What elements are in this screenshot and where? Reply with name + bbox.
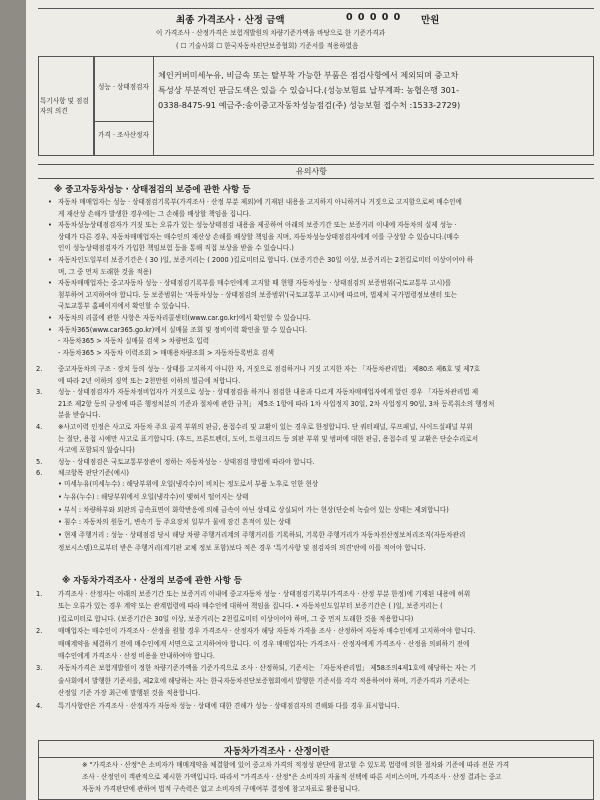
item-marker: 6. <box>36 469 43 478</box>
notice-text-line: 매매계약을 체결하기 전에 매수인에게 서면으로 고지하여야 합니다. 이 경우 매매업자는 가격조사 · 산정자에게 가격조사 · 산정을 의뢰하기 전에 <box>58 639 470 648</box>
notice-text-line: 게 재산상 손해가 발생한 경우에는 그 손해를 배상할 책임을 집니다. <box>58 209 251 218</box>
notice-text-line: 는 절단, 용접 시에만 사고로 표기합니다. (후드, 프론트펜더, 도어, 트렁크리드 등 외판 부위 및 범퍼에 대한 판금, 용접수리 및 교환은 단순수리로서 <box>58 434 479 443</box>
notice-text-line: ※사고이력 인정은 사고로 자동차 주요 골격 부위의 판금, 용접수리 및 교환이 있는 경우로 한정합니다. 단 쿼터패널, 루프패널, 사이드실패널 부위 <box>58 423 473 431</box>
notice-text-line: 자동차가격은 보험개발원이 정한 차량기준가액을 기준가격으로 조사 · 산정하되, 기준서는 「자동차관리법」 제58조의4제1호에 해당하는 자는 기 <box>58 664 477 673</box>
notice-text-line: 정보시스템)으로부터 받은 주행거리(계기판 교체 정보 포함)보다 적은 경우 '특기사항 및 점검자의 의견'란에 이를 적어야 합니다. <box>58 544 426 552</box>
item-marker: • <box>48 279 52 288</box>
notice-text-line: • 미세누유(미세누수) : 해당부위에 오일(냉각수)이 비치는 정도로서 부품 노후로 인한 현상 <box>58 480 319 488</box>
standard-selection-line: ( ☐ 기술사회 ☐ 한국자동차진단보증협회) 기준서를 적용하였음 <box>176 42 359 50</box>
inspection-document <box>26 0 600 800</box>
final-price-title: 최종 가격조사 · 산정 금액 <box>176 15 285 26</box>
item-marker: • <box>48 221 52 230</box>
inspector-opinion-line2: 특성상 부분적인 판금도색은 있을 수 있습니다.(성능보험료 납부계좌: 농협은행 301- <box>158 85 460 95</box>
notice-top-line <box>38 164 594 165</box>
notice-text-line: 21조 제2항 등의 규정에 따른 행정처분의 기준과 절차에 관한 규칙」 제5조 1항에 따라 1차 사업정지 30일, 2차 사업정지 90일, 3차 등록취소의 행정처 <box>58 399 495 408</box>
notice-bottom-line <box>38 178 594 179</box>
footer-line3: 자동차 가격판단에 관하여 법적 구속력은 없고 소비자의 구매여부 결정에 참고자료로 활용됩니다. <box>82 785 360 793</box>
notice-text-line: 성능 · 상태점검은 국토교통부장관이 정하는 자동차성능 · 상태점검 방법에 따라야 합니다. <box>58 457 315 466</box>
item-marker: 2. <box>36 365 43 373</box>
notice-text-line: 상태가 다른 경우, 자동차매매업자는 매수인의 재산상 손해를 배상할 책임을 지며, 자동차성능상태점검자에게 이를 구상할 수 있습니다.(매수 <box>58 232 460 241</box>
item-marker: 1. <box>36 590 43 598</box>
notice-text-line: 사고에 포함되지 않습니다) <box>58 446 135 455</box>
notice-text-line: 자동차 매매업자는 성능 · 상태점검기록부(가격조사 · 산정 부분 제외)에 기재된 내용을 고지하지 아니하거나 거짓으로 고지함으로써 매수인에 <box>58 198 462 206</box>
price-basis-line: 이 가격조사 · 산정가격은 보험개발원의 차량기준가액을 바탕으로 한 기준가격과 <box>156 29 386 37</box>
notice-text-line: 성능 · 상태점검자가 자동차정비업자가 거짓으로 성능 · 상태점검을 하거나 점검한 내용과 다르게 자동차매매업자에게 알린 경우 「자동차관리법 제 <box>58 388 479 397</box>
notice-text-line: 며, 그 중 먼저 도래한 것을 적용) <box>58 267 152 276</box>
price-unit: 만원 <box>421 15 440 26</box>
top-border <box>38 8 594 9</box>
item-marker: 4. <box>36 423 43 431</box>
price-assessor-label: 가격 · 조사산정자 <box>98 131 149 139</box>
notice-text-line: 산정일 기준 가장 최근에 발행된 것을 적용합니다. <box>58 689 201 698</box>
notice-text-line: 첨부하여 고지하여야 합니다. 등 보증범위는 '자동차성능 · 상태점검의 보증범위'(국토교통부 고시)에 따르며, 법제처 국가법령정보센터 또는 <box>58 290 457 299</box>
notice-text-line: • 침수 : 자동차의 원동기, 변속기 등 주요장치 일부가 물에 잠긴 흔적이 있는 상태 <box>58 518 291 527</box>
notice-text-line: )킬로미터로 합니다. (보증기간은 30일 이상, 보증거리는 2천킬로미터 이상이어야 하며, 그 중 먼저 도래한 것을 적용합니다) <box>58 614 414 623</box>
notice-text-line: • 누유(누수) : 해당부위에서 오일(냉각수)이 맺혀서 떨어지는 상태 <box>58 492 249 501</box>
performance-inspector-label: 성능 · 상태점검자 <box>98 83 149 91</box>
notice-text-line: 매매업자는 매수인이 가격조사 · 산정을 원할 경우 가격조사 · 산정자가 해당 자동차 가격을 조사 · 산정하여 자동차 매수인에게 고지하여야 합니다. <box>58 627 476 636</box>
footer-line1: ※ "가격조사 · 산정"은 소비자가 매매계약을 체결함에 있어 중고차 가격의 적정성 판단에 참고할 수 있도록 법령에 의한 절차와 기준에 따라 전문 가격 <box>82 761 510 769</box>
notice-text-line: 인이 성능상태점검자가 가입한 책임보험 등을 통해 직접 보상을 받을 수 있습니다.) <box>58 244 294 253</box>
notice-text-line: 특기사항란은 가격조사 · 산정자가 자동차 성능 · 상태에 대한 견해가 성능 · 상태점검자의 견해와 다를 경우 표시합니다. <box>58 701 400 710</box>
price-amount: 0 0 0 0 0 <box>346 12 402 23</box>
footer-title: 자동차가격조사 · 산정이란 <box>224 747 330 757</box>
notice-text-line: 자동차인도일부터 보증기간은 ( 30 )일, 보증거리는 ( 2000 )킬로미터로 합니다. (보증기간은 30일 이상, 보증거리는 2천킬로미터 이상이어야 하 <box>58 256 474 264</box>
notice-text-line: 자동차매매업자는 중고자동차 성능 · 상태점검기록부를 매수인에게 고지할 때 현행 자동차성능 · 상태점검의 보증범위(국토교통부 고시)를 <box>58 279 452 288</box>
notice-text-line: 중고자동차의 구조 · 장치 등의 성능 · 상태를 고지하지 아니한 자, 거짓으로 점검하거나 거짓 고지한 자는 「자동차관리법」 제80조 제6호 및 제7호 <box>58 365 481 373</box>
notice-text-line: 에 따라 2년 이하의 징역 또는 2천만원 이하의 벌금에 처합니다. <box>58 376 241 385</box>
notice-text-line: • 부식 : 차량하부와 외판의 금속표면이 화학반응에 의해 금속이 아닌 상태로 상실되어 가는 현상(단순히 녹슬어 있는 상태는 제외합니다) <box>58 505 449 514</box>
notice-text-line: • 현재 주행거리 : 성능 · 상태점검 당시 해당 차량 주행거리계의 주행거리를 기록하되, 기록한 주행거리가 자동차전산정보처리조직(자동차관리 <box>58 531 466 540</box>
notice-text-line: 분을 받습니다. <box>58 411 101 420</box>
notice-text-line: 자동차365(www.car365.go.kr)에서 실매물 조회 및 정비이력 확인을 할 수 있습니다. <box>58 325 307 334</box>
section2-title: ※ 자동차가격조사 · 산정의 보증에 관한 사항 등 <box>62 576 243 586</box>
notice-text-line: 또는 오류가 있는 경우 계약 또는 관계법령에 따라 매수인에 대하여 책임을 집니다. • 자동차인도일부터 보증기간은 ( )일, 보증거리는 ( <box>58 602 443 611</box>
item-marker: 3. <box>36 388 43 397</box>
item-marker: • <box>48 256 52 264</box>
notice-text-line: 가격조사 · 산정자는 아래의 보증기간 또는 보증거리 이내에 중고자동차 성능 · 상태점검기록부(가격조사 · 산정 부분 한정)에 기재된 내용에 허위 <box>58 590 471 598</box>
inspector-opinion-line1: 체인커버미세누유, 비금속 또는 탈부착 가능한 부품은 점검사항에서 제외되며 중고차 <box>158 70 459 80</box>
inspector-opinion-line3: 0338-8475-91 예금주:송이중고자동차성능점검(주) 성능보험 접수처 :1533-2729) <box>158 100 461 110</box>
item-marker: • <box>48 198 52 206</box>
item-marker: • <box>48 325 52 334</box>
notice-text-line: 매수인에게 가격조사 · 산정 비용을 안내하여야 합니다. <box>58 652 215 660</box>
notice-text-line: 국토교통부 홈페이지에서 확인할 수 있습니다. <box>58 302 190 311</box>
item-marker: 4. <box>36 701 43 710</box>
footer-title-divider <box>38 757 594 758</box>
notice-text-line: 자동차성능상태점검자가 거짓 또는 오류가 있는 성능상태점검 내용을 제공하여 아래의 보증기간 또는 보증거리 이내에 자동차의 실제 성능 · <box>58 221 457 230</box>
notice-title: 유의사항 <box>296 167 327 176</box>
section1-title: ※ 중고자동차성능 · 상태점검의 보증에 관한 사항 등 <box>54 185 251 195</box>
footer-line2: 조사 · 산정인이 객관적으로 제시한 가액입니다. 따라서 "가격조사 · 산정"은 소비자의 자율적 선택에 따른 서비스이며, 가격조사 · 산정 결과는 중고 <box>82 773 502 781</box>
item-marker: • <box>48 314 52 322</box>
item-marker: 5. <box>36 457 43 466</box>
notice-text-line: 술사회에서 발행한 기준서를, 제2호에 해당하는 자는 한국자동차진단보증협회에서 발행한 기준서를 각각 적용하여야 하며, 기준가격과 기준서는 <box>58 676 470 685</box>
item-marker: 3. <box>36 664 43 673</box>
special-remarks-label: 특기사항 및 점검자의 의견 <box>40 97 89 115</box>
notice-text-line: - 자동차365 > 자동차 이력조회 > 매매용차량조회 > 자동차등록번호 검색 <box>58 348 275 357</box>
notice-text-line: - 자동차365 > 자동차 실매물 검색 > 차량번호 입력 <box>58 337 210 346</box>
item-marker: 2. <box>36 627 43 636</box>
notice-text-line: 자동차의 리콜에 관한 사항은 자동차리콜센터(www.car.go.kr)에서 확인할 수 있습니다. <box>58 314 311 322</box>
notice-text-line: 체크항목 판단기준(예시) <box>58 469 129 478</box>
